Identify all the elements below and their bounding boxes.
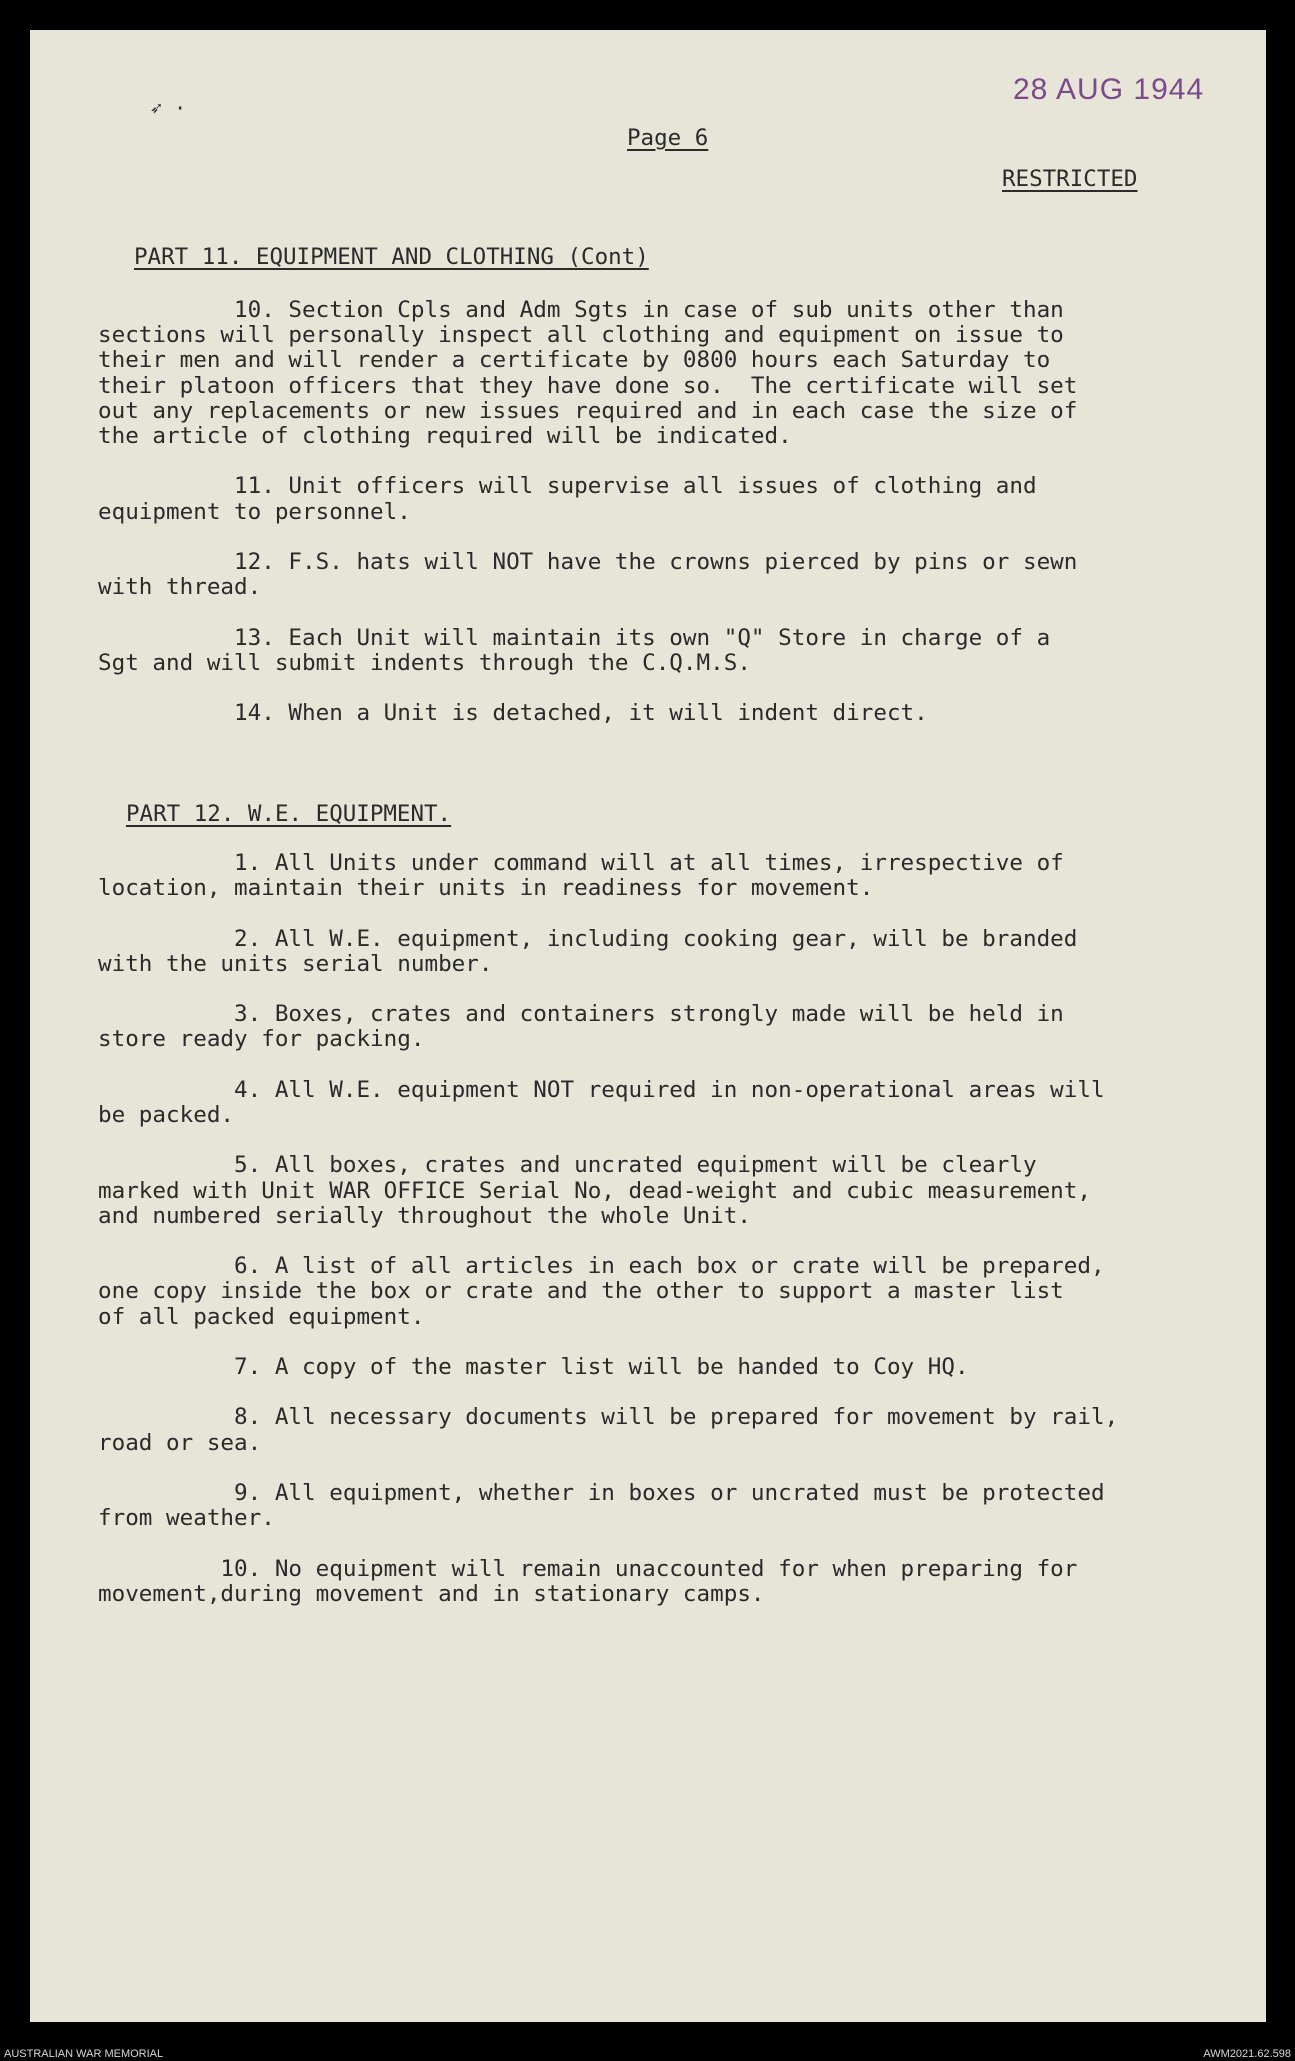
document-line: 2. All W.E. equipment, including cooking gear, will be branded (98, 925, 1078, 952)
document-line: from weather. (98, 1505, 275, 1532)
document-line: with thread. (98, 574, 262, 601)
document-line: equipment to personnel. (98, 498, 411, 525)
document-line: marked with Unit WAR OFFICE Serial No, dead-weight and cubic measurement, (98, 1177, 1091, 1204)
document-line: 1. All Units under command will at all times, irrespective of (98, 850, 1064, 876)
margin-marks: ➶ · (150, 96, 187, 120)
page-label: Page 6 (627, 125, 709, 151)
document-line: road or sea. (98, 1429, 262, 1456)
document-line: 5. All boxes, crates and uncrated equipment will be clearly (98, 1152, 1037, 1179)
document-line: 7. A copy of the master list will be handed to Coy HQ. (98, 1354, 969, 1380)
document-line: their platoon officers that they have done so. The certificate will set (98, 372, 1078, 399)
document-line: out any replacements or new issues required and in each case the size of (98, 397, 1078, 424)
document-line: sections will personally inspect all clothing and equipment on issue to (98, 322, 1064, 349)
document-line: of all packed equipment. (98, 1303, 425, 1330)
document-line: be packed. (98, 1102, 235, 1128)
document-line: 10. Section Cpls and Adm Sgts in case of sub units other than (98, 297, 1064, 323)
document-line: location, maintain their units in readiness for movement. (98, 875, 874, 902)
document-line: the article of clothing required will be indicated. (98, 423, 792, 449)
document-line: 13. Each Unit will maintain its own "Q" Store in charge of a (98, 624, 1051, 651)
document-line: movement,during movement and in stationary camps. (98, 1580, 765, 1607)
document-line: 4. All W.E. equipment NOT required in non-operational areas will (98, 1076, 1105, 1103)
document-line: and numbered serially throughout the whole Unit. (98, 1202, 751, 1229)
part-11-heading: PART 11. EQUIPMENT AND CLOTHING (Cont) (134, 244, 649, 270)
document-line: their men and will render a certificate by 0800 hours each Saturday to (98, 347, 1051, 374)
document-line: 8. All necessary documents will be prepared for movement by rail, (98, 1404, 1119, 1431)
document-line: 6. A list of all articles in each box or crate will be prepared, (98, 1253, 1105, 1280)
document-line: 10. No equipment will remain unaccounted for when preparing for (98, 1555, 1078, 1582)
document-line: 3. Boxes, crates and containers strongly made will be held in (98, 1001, 1064, 1028)
document-line: 12. F.S. hats will NOT have the crowns pierced by pins or sewn (98, 549, 1078, 575)
footer-right: AWM2021.62.598 (1203, 2048, 1291, 2060)
document-line: Sgt and will submit indents through the C.Q.M.S. (98, 649, 751, 676)
part-12-heading: PART 12. W.E. EQUIPMENT. (126, 801, 452, 827)
document-line: 11. Unit officers will supervise all issues of clothing and (98, 473, 1037, 500)
document-line: one copy inside the box or crate and the other to support a master list (98, 1278, 1064, 1305)
document-line: store ready for packing. (98, 1026, 425, 1053)
document-line: 9. All equipment, whether in boxes or uncrated must be protected (98, 1480, 1105, 1506)
classification-label: RESTRICTED (1002, 166, 1138, 192)
date-stamp: 28 AUG 1944 (1013, 73, 1205, 106)
document-line: 14. When a Unit is detached, it will indent direct. (98, 700, 928, 727)
footer-left: AUSTRALIAN WAR MEMORIAL (4, 2048, 164, 2060)
document-line: with the units serial number. (98, 950, 493, 977)
